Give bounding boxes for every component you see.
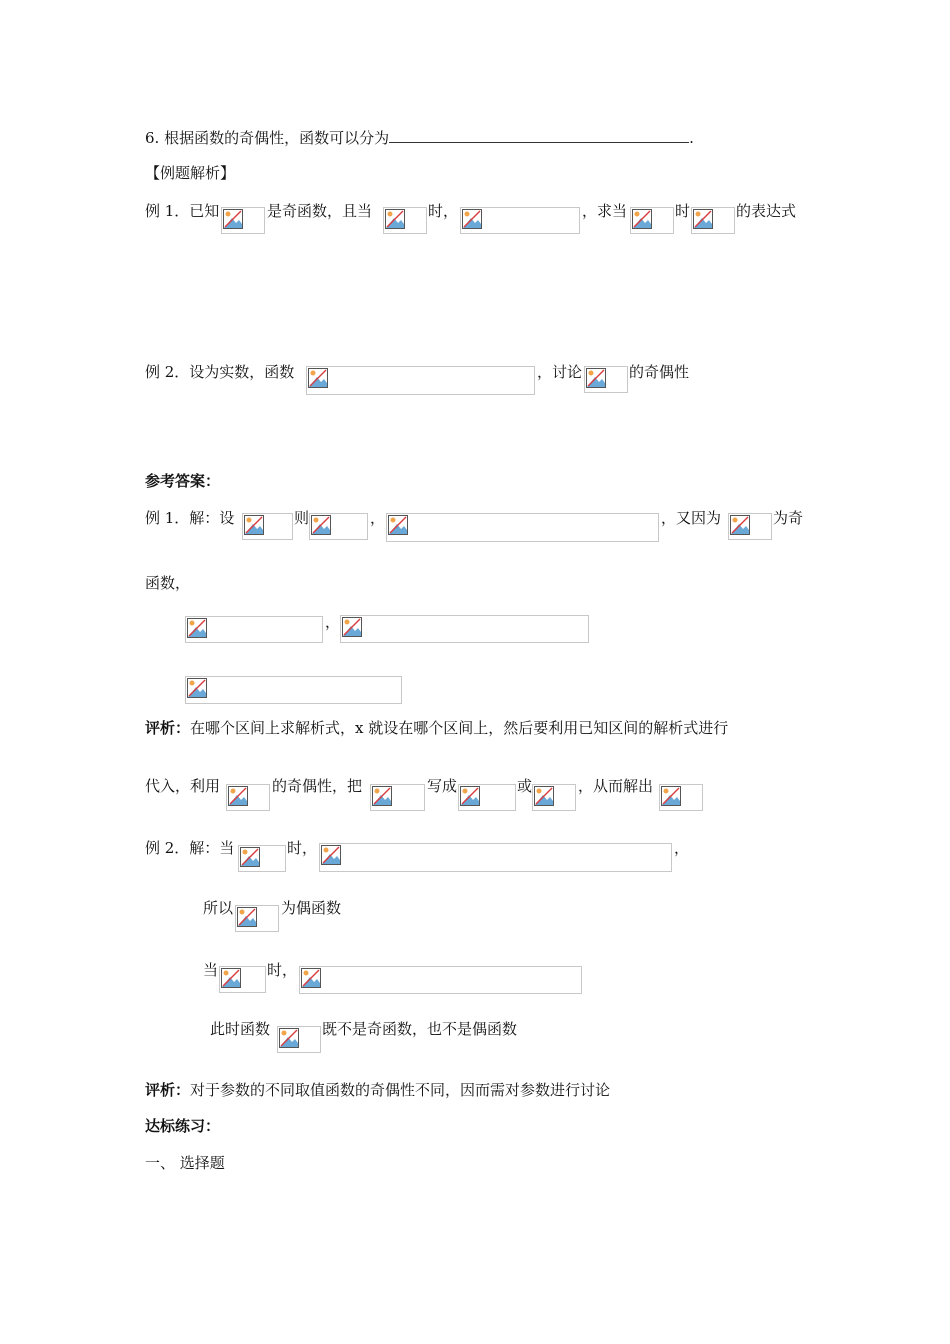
answer-2-text-4: 为偶函数 — [281, 899, 342, 917]
broken-image-icon — [228, 786, 248, 806]
formula-image — [306, 366, 535, 395]
broken-image-icon — [240, 847, 260, 867]
broken-image-icon — [237, 907, 257, 927]
example-1-text-4: 时 — [675, 202, 691, 220]
answer-2-label: 例 2．解：当 — [145, 839, 235, 857]
answer-2-text-6: 时， — [267, 961, 298, 979]
formula-image — [219, 966, 266, 993]
formula-image — [238, 845, 286, 872]
answer-1-text-4: 为奇 — [773, 509, 804, 527]
broken-image-icon — [187, 678, 207, 698]
example-1-label: 例 1．已知 — [145, 202, 220, 220]
answer-2-text-3: 所以 — [203, 899, 234, 917]
formula-image — [383, 207, 427, 234]
answer-2-text-2: ， — [674, 839, 690, 857]
formula-image — [370, 784, 425, 811]
review-1-text-e: ，从而解出 — [578, 777, 654, 795]
broken-image-icon — [661, 786, 681, 806]
broken-image-icon — [534, 786, 554, 806]
formula-image — [226, 784, 270, 811]
formula-image — [386, 513, 659, 542]
formula-image — [728, 513, 772, 540]
review-1-text-c: 写成 — [427, 777, 458, 795]
broken-image-icon — [244, 515, 264, 535]
broken-image-icon — [372, 786, 392, 806]
answer-1-continuation: 函数， — [145, 574, 191, 592]
example-1-text-3: ，求当 — [582, 202, 628, 220]
formula-image — [309, 513, 368, 540]
broken-image-icon — [221, 968, 241, 988]
question-6 — [145, 128, 694, 148]
formula-image — [242, 513, 293, 540]
broken-image-icon — [462, 209, 482, 229]
example-1-text-5: 的表达式 — [736, 202, 797, 220]
review-1-label: 评析： — [145, 719, 191, 737]
section-1-heading: 一、 选择题 — [145, 1154, 225, 1172]
examples-heading: 【例题解析】 — [145, 164, 236, 182]
broken-image-icon — [223, 209, 243, 229]
review-1-text-b: 的奇偶性，把 — [272, 777, 363, 795]
review-1-text-a: 代入，利用 — [145, 777, 221, 795]
broken-image-icon — [308, 368, 328, 388]
broken-image-icon — [586, 368, 606, 388]
broken-image-icon — [730, 515, 750, 535]
example-2-label: 例 2．设为实数，函数 — [145, 363, 295, 381]
formula-image — [584, 366, 628, 393]
review-1-line-1 — [145, 718, 728, 738]
review-1-text: 在哪个区间上求解析式，x 就设在哪个区间上，然后要利用已知区间的解析式进行 — [190, 719, 729, 737]
example-1-text-1: 是奇函数，且当 — [267, 202, 373, 220]
formula-image — [185, 676, 402, 704]
review-1-text-d: 或 — [517, 777, 533, 795]
example-1-text-2: 时， — [428, 202, 459, 220]
broken-image-icon — [321, 845, 341, 865]
formula-image — [691, 207, 735, 234]
question-6-text: 6. 根据函数的奇偶性，函数可以分为 — [145, 129, 390, 147]
review-2 — [145, 1080, 610, 1100]
formula-image — [235, 905, 279, 932]
broken-image-icon — [388, 515, 408, 535]
answer-1-comma: ， — [325, 613, 341, 631]
formula-image — [532, 784, 576, 811]
broken-image-icon — [279, 1028, 299, 1048]
broken-image-icon — [385, 209, 405, 229]
broken-image-icon — [301, 968, 321, 988]
broken-image-icon — [693, 209, 713, 229]
question-6-end: . — [689, 129, 694, 147]
broken-image-icon — [632, 209, 652, 229]
formula-image — [630, 207, 674, 234]
formula-image — [659, 784, 703, 811]
broken-image-icon — [342, 617, 362, 637]
answer-1-text-1: 则 — [294, 509, 310, 527]
formula-image — [299, 966, 582, 994]
answer-2-text-5: 当 — [203, 961, 219, 979]
answer-blank — [389, 128, 689, 143]
answer-1-text-2: ， — [370, 509, 386, 527]
answer-1-label: 例 1．解：设 — [145, 509, 235, 527]
answers-heading: 参考答案： — [145, 472, 221, 490]
formula-image — [340, 615, 589, 643]
example-2-text-2: 的奇偶性 — [629, 363, 690, 381]
answer-2-text-1: 时， — [287, 839, 318, 857]
broken-image-icon — [311, 515, 331, 535]
answer-2-text-8: 既不是奇函数，也不是偶函数 — [322, 1020, 518, 1038]
answer-2-text-7: 此时函数 — [210, 1020, 271, 1038]
example-2-text-1: ，讨论 — [537, 363, 583, 381]
formula-image — [221, 207, 265, 234]
review-2-text: 对于参数的不同取值函数的奇偶性不同，因而需对参数进行讨论 — [190, 1081, 611, 1099]
formula-image — [460, 207, 580, 234]
formula-image — [185, 616, 323, 643]
broken-image-icon — [187, 618, 207, 638]
broken-image-icon — [460, 786, 480, 806]
practice-heading: 达标练习： — [145, 1117, 221, 1135]
review-2-label: 评析： — [145, 1081, 191, 1099]
formula-image — [277, 1026, 321, 1053]
answer-1-text-3: ，又因为 — [661, 509, 722, 527]
formula-image — [319, 843, 672, 872]
formula-image — [458, 784, 516, 811]
